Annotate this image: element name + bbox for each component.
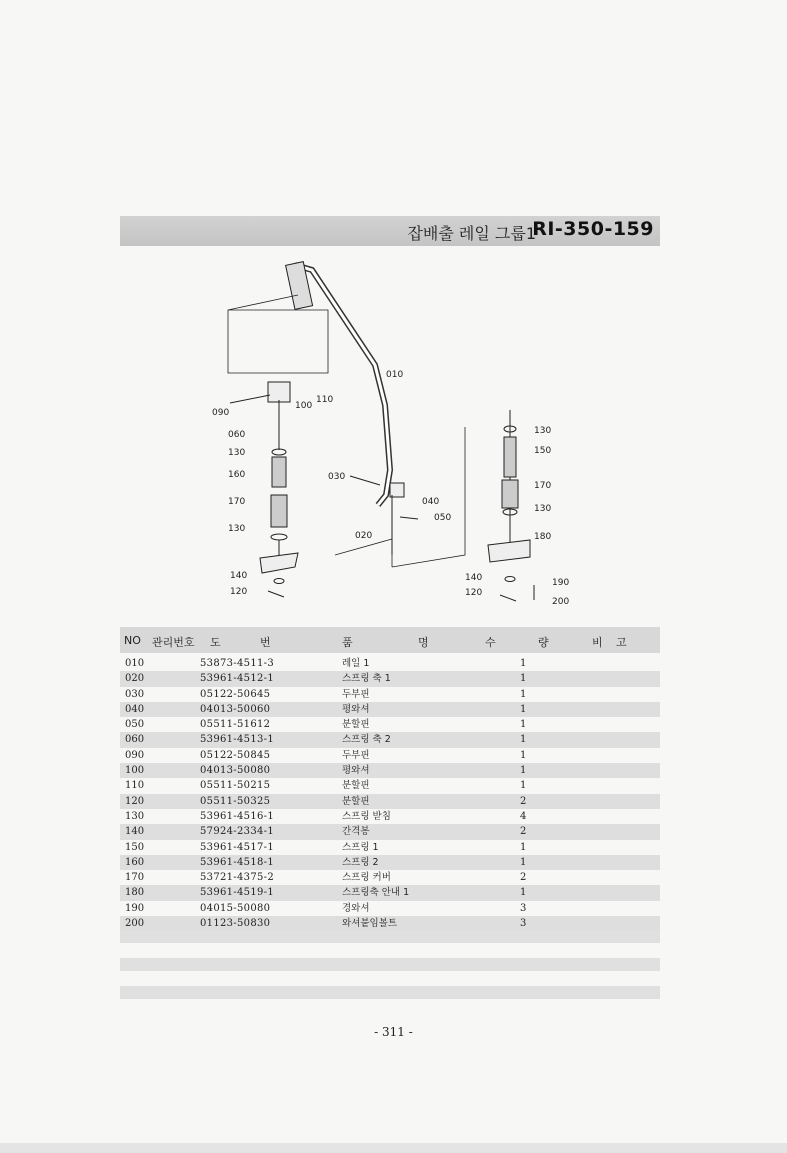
row-quantity: 4 [520, 810, 527, 822]
row-quantity: 1 [520, 703, 527, 715]
callout-010: 010 [386, 370, 404, 380]
blank-row-band [120, 930, 660, 943]
table-row [120, 778, 660, 793]
callout-160: 160 [228, 470, 246, 480]
exploded-parts-diagram [200, 255, 600, 615]
row-no: 060 [125, 734, 145, 746]
row-part-name: 분할핀 [342, 795, 370, 807]
header-name-2: 명 [418, 636, 429, 649]
callout-170-b: 170 [534, 481, 552, 491]
row-quantity: 1 [520, 734, 527, 746]
table-row [120, 870, 660, 885]
header-drawing-2: 번 [260, 636, 271, 649]
callout-100: 100 [295, 401, 313, 411]
row-part-name: 스프링 1 [342, 841, 379, 853]
callout-180: 180 [534, 532, 552, 542]
parts-table-header [120, 627, 660, 653]
table-row [120, 671, 660, 686]
left-bracket [268, 382, 290, 402]
row-part-name: 스프링 축 2 [342, 734, 391, 746]
row-part-name: 분할핀 [342, 719, 370, 731]
row-part-name: 레일 1 [342, 658, 370, 669]
callout-190: 190 [552, 578, 570, 588]
table-row [120, 840, 660, 855]
row-quantity: 1 [520, 719, 527, 731]
row-part-name: 분할핀 [342, 780, 370, 792]
row-quantity: 1 [520, 673, 527, 685]
parts-table-body [120, 656, 660, 931]
header-remark-1: 비 [592, 636, 603, 649]
group-title: 잡배출 레일 그룹1 [407, 224, 536, 243]
row-part-name: 스프링 커버 [342, 872, 391, 884]
callout-040: 040 [422, 497, 440, 507]
callout-130-c: 130 [534, 426, 552, 436]
row-no: 170 [125, 872, 145, 884]
callout-140-b: 140 [465, 573, 483, 583]
row-quantity: 3 [520, 902, 527, 914]
row-quantity: 2 [520, 795, 527, 807]
row-quantity: 1 [520, 780, 527, 792]
row-no: 180 [125, 887, 145, 899]
row-part-number: 53873-4511-3 [200, 658, 274, 669]
row-part-name: 두부핀 [342, 688, 370, 700]
row-part-name: 간격봉 [342, 826, 370, 838]
row-part-name: 평와셔 [342, 765, 370, 777]
row-quantity: 1 [520, 841, 527, 853]
row-quantity: 1 [520, 887, 527, 899]
row-no: 200 [125, 918, 145, 930]
row-part-name: 스프링 2 [342, 856, 379, 868]
row-quantity: 3 [520, 918, 527, 930]
row-part-name: 경와셔 [342, 902, 370, 914]
row-part-number: 04015-50080 [200, 902, 271, 914]
header-mgmt: 관리번호 [152, 636, 195, 649]
callout-130-a: 130 [228, 448, 246, 458]
header-qty-2: 량 [538, 636, 549, 649]
row-no: 160 [125, 856, 145, 868]
row-no: 040 [125, 703, 145, 715]
row-part-name: 와셔붙임볼트 [342, 918, 398, 930]
title-bar [120, 216, 660, 246]
table-row [120, 855, 660, 870]
center-bracket [390, 483, 404, 497]
row-quantity: 1 [520, 856, 527, 868]
row-no: 030 [125, 688, 145, 700]
row-part-number: 04013-50080 [200, 765, 271, 777]
callout-130-b: 130 [228, 524, 246, 534]
right-spring-170 [502, 480, 518, 508]
row-no: 130 [125, 810, 145, 822]
row-no: 010 [125, 658, 145, 669]
row-part-number: 53961-4513-1 [200, 734, 274, 746]
row-part-number: 05122-50845 [200, 749, 271, 761]
row-part-number: 04013-50060 [200, 703, 271, 715]
left-spring-160 [272, 457, 286, 487]
row-part-name: 두부핀 [342, 749, 370, 761]
row-part-number: 53961-4519-1 [200, 887, 274, 899]
row-no: 190 [125, 902, 145, 914]
callout-170-a: 170 [228, 497, 246, 507]
header-remark-2: 고 [616, 636, 627, 649]
callout-150: 150 [534, 446, 552, 456]
row-part-number: 53961-4512-1 [200, 673, 274, 685]
table-row [120, 885, 660, 900]
callout-120-b: 120 [465, 588, 483, 598]
table-row [120, 702, 660, 717]
row-no: 150 [125, 841, 145, 853]
group-code: RI-350-159 [532, 218, 654, 240]
row-part-number: 53961-4516-1 [200, 810, 274, 822]
blank-row-band [120, 986, 660, 999]
row-quantity: 1 [520, 765, 527, 777]
table-row [120, 809, 660, 824]
row-no: 090 [125, 749, 145, 761]
callout-120-a: 120 [230, 587, 248, 597]
row-no: 140 [125, 826, 145, 838]
left-base-plate [260, 553, 298, 573]
callout-020: 020 [355, 531, 373, 541]
row-no: 110 [125, 780, 145, 792]
row-quantity: 1 [520, 749, 527, 761]
row-part-number: 01123-50830 [200, 918, 271, 930]
callout-130-d: 130 [534, 504, 552, 514]
table-row [120, 732, 660, 747]
header-qty-1: 수 [485, 636, 496, 649]
header-drawing-1: 도 [210, 636, 221, 649]
table-row [120, 901, 660, 916]
row-quantity: 1 [520, 658, 527, 669]
table-row [120, 763, 660, 778]
row-part-number: 05511-50215 [200, 780, 271, 792]
table-row [120, 656, 660, 671]
callout-060: 060 [228, 430, 246, 440]
right-base-plate [488, 540, 530, 562]
row-part-number: 05511-50325 [200, 795, 271, 807]
scan-edge [0, 1143, 787, 1153]
callout-200: 200 [552, 597, 570, 607]
row-part-name: 스프링 받침 [342, 810, 391, 822]
row-no: 020 [125, 673, 145, 685]
row-part-number: 53961-4518-1 [200, 856, 274, 868]
right-spring-150 [504, 437, 516, 477]
table-row [120, 717, 660, 732]
row-part-number: 53961-4517-1 [200, 841, 274, 853]
row-part-number: 05122-50645 [200, 688, 271, 700]
row-part-number: 57924-2334-1 [200, 826, 274, 838]
row-part-number: 53721-4375-2 [200, 872, 274, 884]
table-row [120, 794, 660, 809]
table-row [120, 748, 660, 763]
row-quantity: 1 [520, 688, 527, 700]
callout-030: 030 [328, 472, 346, 482]
callout-090: 090 [212, 408, 230, 418]
table-row [120, 824, 660, 839]
callout-050: 050 [434, 513, 452, 523]
row-part-number: 05511-51612 [200, 719, 271, 731]
row-quantity: 2 [520, 826, 527, 838]
row-part-name: 스프링축 안내 1 [342, 887, 410, 899]
row-quantity: 2 [520, 872, 527, 884]
row-part-name: 평와셔 [342, 703, 370, 715]
header-no: NO [124, 634, 141, 647]
row-no: 100 [125, 765, 145, 777]
left-spring-170 [271, 495, 287, 527]
table-row [120, 687, 660, 702]
callout-140-a: 140 [230, 571, 248, 581]
row-no: 050 [125, 719, 145, 731]
row-part-name: 스프링 축 1 [342, 673, 391, 685]
diagram-svg [200, 255, 600, 615]
callout-110: 110 [316, 395, 334, 405]
header-name-1: 품 [342, 636, 353, 649]
blank-row-band [120, 958, 660, 971]
page-number: - 311 - [374, 1025, 413, 1039]
row-no: 120 [125, 795, 145, 807]
